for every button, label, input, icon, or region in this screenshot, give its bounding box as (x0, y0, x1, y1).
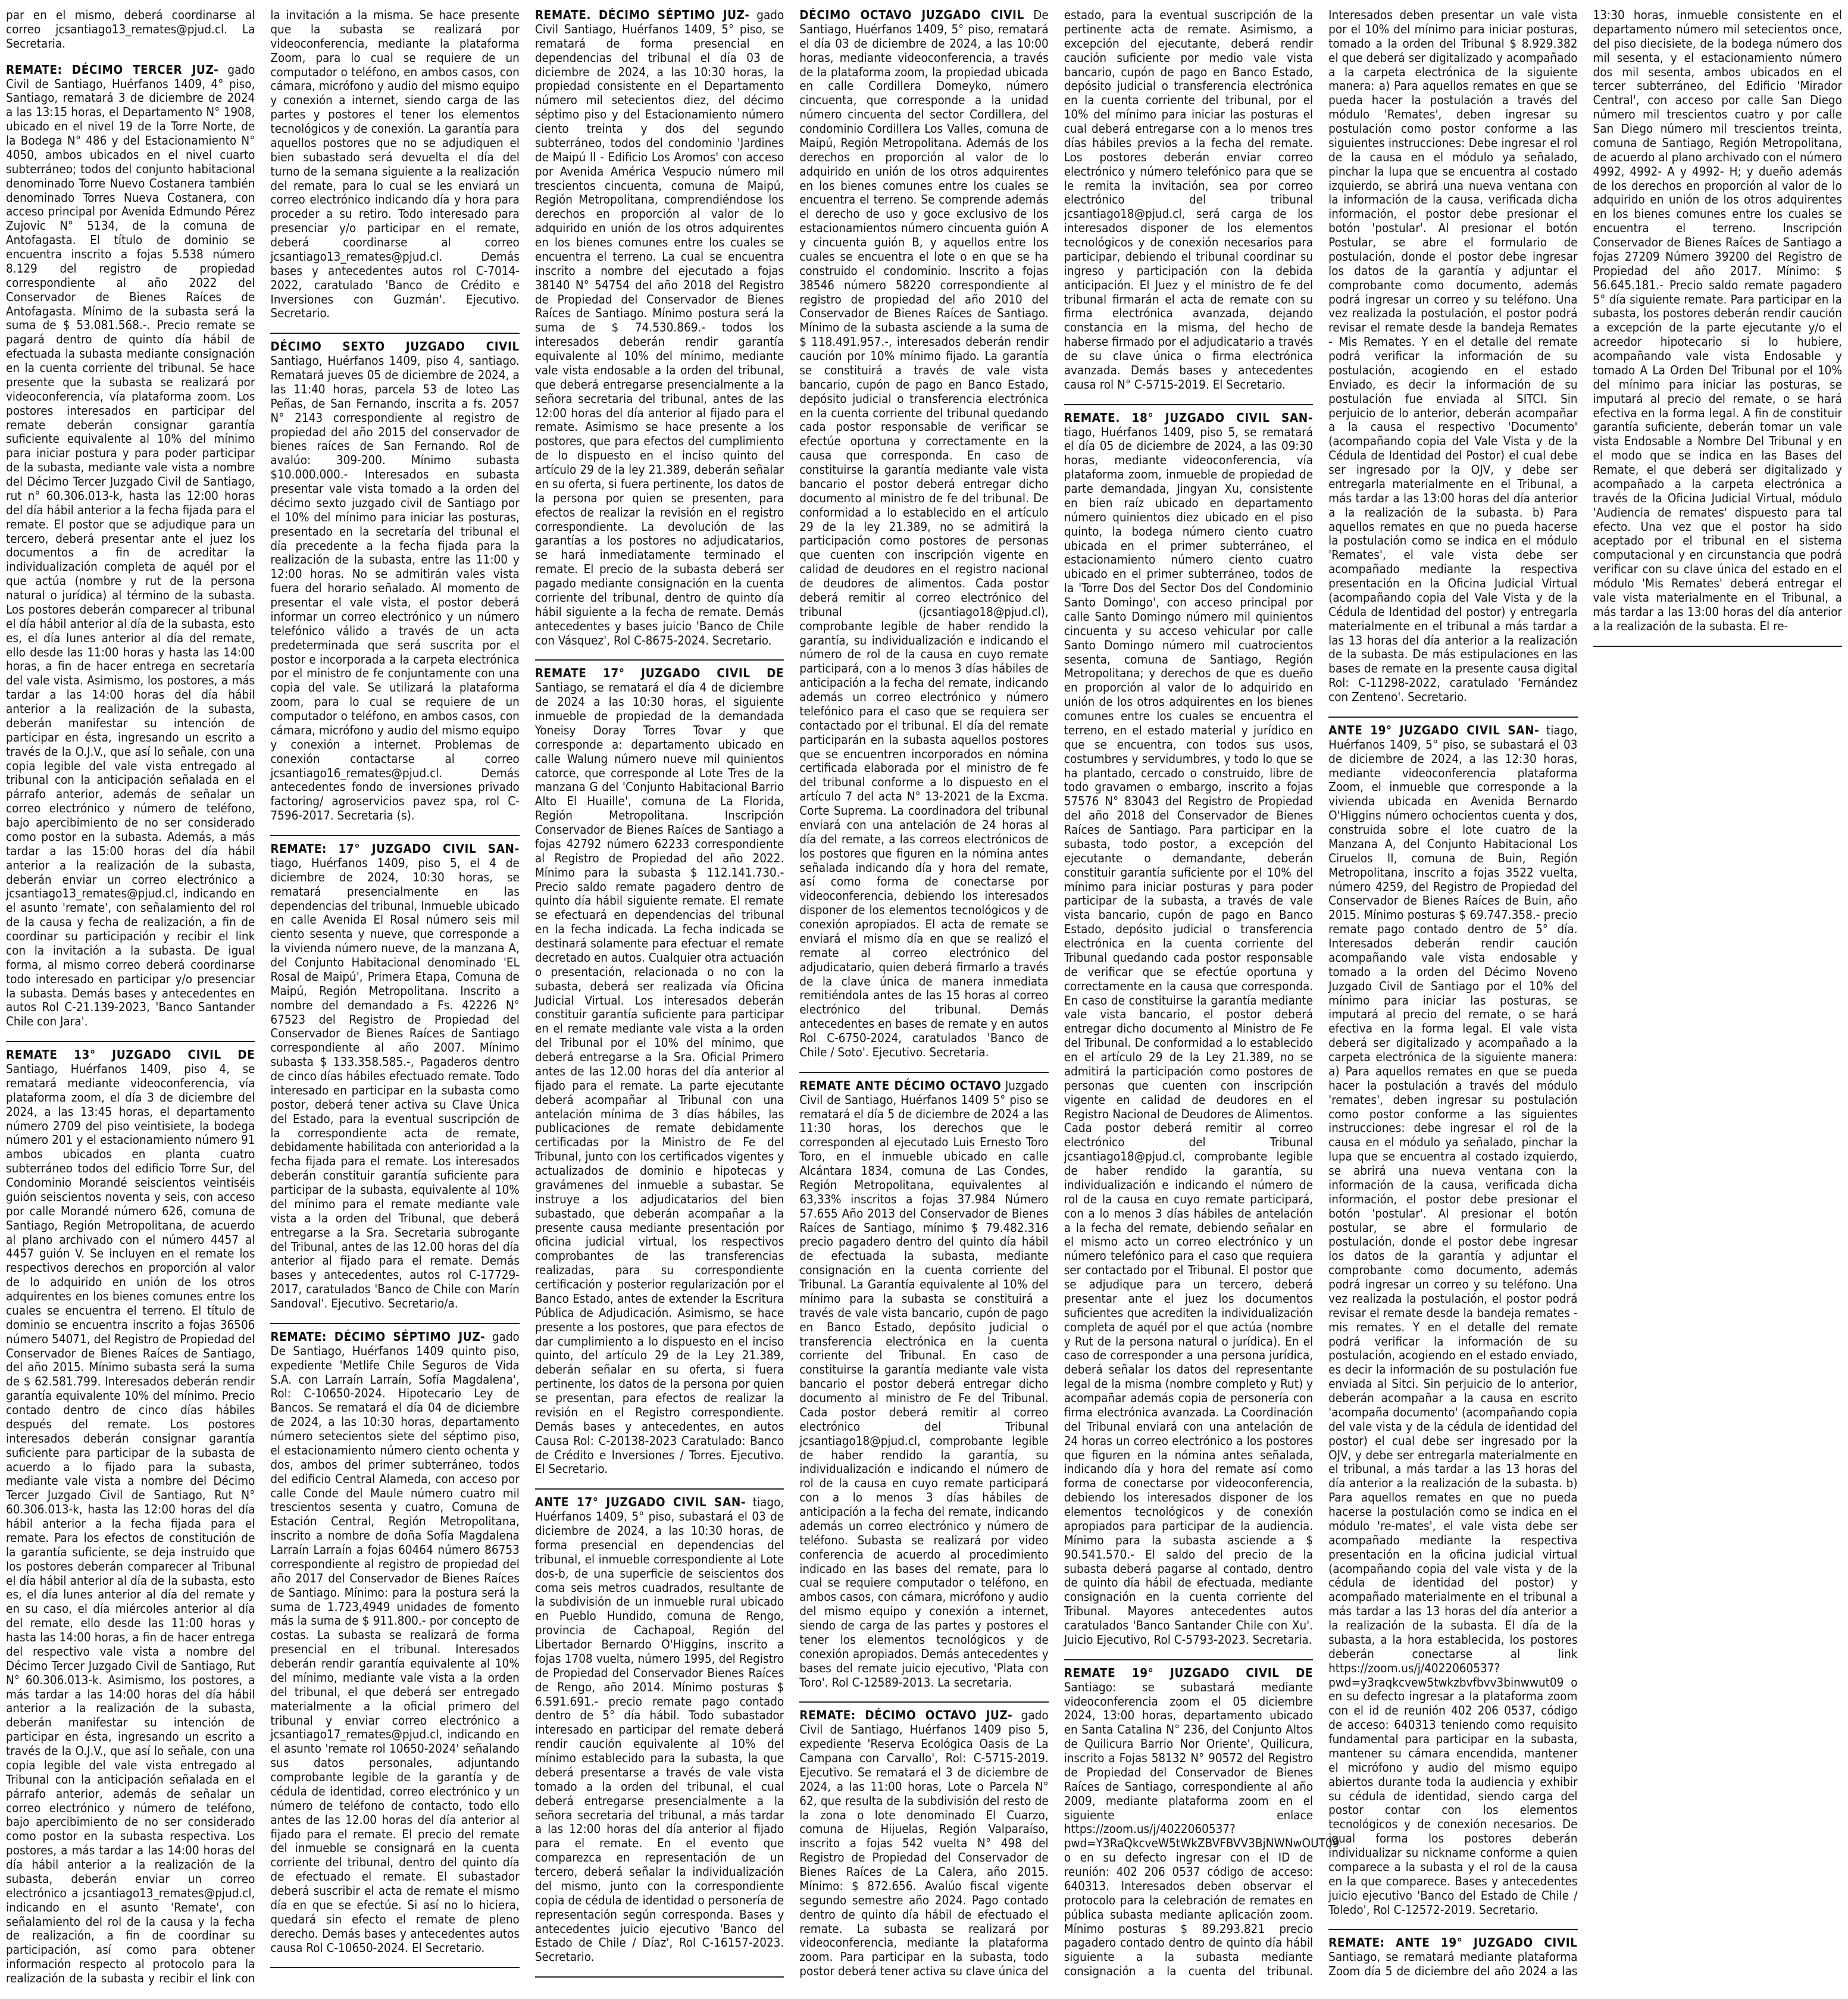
notice-body: par en el mismo, deberá coordinarse al correo jcsantiago13_remates@pjud.cl. La Secretaria. (6, 8, 255, 51)
notice (535, 667, 784, 1476)
notice-divider (535, 1976, 784, 1978)
notice-body: Santiago, se rematará mediante plataforma Zoom día 5 de diciembre del año 2024 a las 13:30 horas, inmueble consistente en el departamento número mil setecientos once, del piso diecisiete, de la bodega número dos mil sesenta, y el estacionamiento número dos mil sesenta, ambos ubicados en el tercer subterráneo, del Edificio 'Mirador Central', con acceso por calle San Diego número mil trescientos cuatro y por calle San Diego número mil trescientos treinta, comuna de Santiago, Región Metropolitana, de acuerdo al plano archivado con el número 4992, 4992- A y 4992- H; y dueño además de los derechos en proporción al valor de lo adquirido en unión de los otros adquirentes en los bienes comunes entre los cuales se encuentra el terreno. Inscripción Conservador de Bienes Raíces de Santiago a fojas 27209 Número 39200 del Registro de Propiedad del año 2017. Mínimo: $ 56.645.181.- Precio saldo remate pagadero 5° día siguiente remate. Para participar en la subasta, los postores deberán rendir caución a excepción de la parte ejecutante y/o el acreedor hipotecario si lo hubiere, acompañando vale vista Endosable y tomado A La Orden Del Tribunal por el 10% del mínimo para iniciar las posturas, se imputará al precio del remate, o se hará efectiva en la forma legal. A fin de constituir garantía suficiente, deberán tomar un vale vista Endosable a Nombre Del Tribunal y en el modo que se indica en las Bases del Remate, el que deberá ser digitalizado y acompañado a la carpeta electrónica a través de la Oficina Judicial Virtual, módulo 'Audiencia de remates' dispuesto para tal efecto. Una vez que el postor ha sido aceptado por el tribunal en el sistema computacional y en circunstancia que podrá verificar con su clave única del estado en el módulo 'Mis Remates' deberá entregar el vale vista materialmente en el Tribunal, a más tardar a las 13:00 horas del día anterior a la realización de la subasta. El re- (1328, 8, 1842, 1979)
notice (799, 1079, 1048, 1690)
notice-divider (1593, 646, 1842, 647)
notice-heading: REMATE: DÉCIMO SÉPTIMO JUZ- (270, 1329, 486, 1344)
notice-divider (270, 333, 519, 334)
notice-body: gado Civil de Santiago, Huérfanos 1409 piso 5, expediente 'Reserva Ecológica Oasis de La Campana con Carvallo', Rol: C-5715-2019. Ejecutivo. Se rematará el 3 de diciembre de 2024, a las 11:00 horas, Lote o Parcela N° 62, que resulta de la subdivisión del resto de la zona o lote denominado El Cuarzo, comuna de Hijuelas, Región Valparaíso, inscrito a fojas 542 vuelta N° 498 del Registro de Propiedad del Conservador de Bienes Raíces de La Calera, año 2015. Mínimo: $ 872.656. Avalúo fiscal vigente segundo semestre año 2024. Pago contado dentro de quinto día hábil de efectuado el remate. La subasta se realizará por videoconferencia, mediante la plataforma zoom. Para participar en la subasta, todo postor deberá tener activa su clave única del estado, para la eventual suscripción de la pertinente acta de remate. Asimismo, a excepción del ejecutante, deberá rendir caución suficiente por medio vale vista bancario, cupón de pago en Banco Estado, depósito judicial o transferencia electrónica en la cuenta corriente del tribunal, por el 10% del mínimo para iniciar las posturas el cual deberá entregarse con a lo menos tres días hábiles previos a la fecha del remate. Los postores deberán enviar correo electrónico y número telefónico para que se le remita la invitación, sea por correo electrónico del tribunal jcsantiago18@pjud.cl, será carga de los interesados disponer de los elementos tecnológicos y de conexión necesarios para participar, debiendo el tribunal coordinar su ingreso y participación con la debida anticipación. El Juez y el ministro de fe del tribunal firmarán el acta de remate con su firma electrónica avanzada, dejando constancia en la misma, del hecho de haberse firmado por el adjudicatario a través de su clave única o firma electrónica avanzada. Demás bases y antecedentes causa rol N° C-5715-2019. El Secretario. (799, 8, 1314, 1979)
notice-body: gado Civil Santiago, Huérfanos 1409, 5° piso, se rematará de forma presencial en dependencias del tribunal el día 03 de diciembre de 2024, a las 10:30 horas, la propiedad consistente en el Departamento número mil setecientos diez, del décimo séptimo piso y del Estacionamiento número ciento treinta y dos del segundo subterráneo, todos del condominio 'Jardines de Maipú II - Edificio Los Aromos' con acceso por Avenida América Vespucio número mil trescientos cincuenta, comuna de Maipú, Región Metropolitana, comprendiéndose los derechos en proporción al valor de lo adquirido en unión de los otros adquirentes en los bienes comunes entre los cuales se encuentra el terreno. La cual se encuentra inscrito a nombre del ejecutado a fojas 38140 N° 54754 del año 2018 del Registro de Propiedad del Conservador de Bienes Raíces de Santiago. Mínimo postura será la suma de $ 74.530.869.- todos los interesados deberán rendir garantía equivalente al 10% del mínimo, mediante vale vista endosable a la orden del tribunal, que deberá entregarse presencialmente a la señora secretaria del tribunal, antes de las 12:00 horas del día anterior al fijado para el remate. Asimismo se hace presente a los postores, que para efectos del cumplimiento de lo dispuesto en el inciso quinto del artículo 29 de la ley 21.389, deberán señalar en su oferta, si fuera pertinente, los datos de la persona por quien se presenten, para efectos de realizar la revisión en el registro correspondiente. La devolución de las garantías a los postores no adjudicatarios, se hará inmediatamente terminado el remate. El precio de la subasta deberá ser pagado mediante consignación en la cuenta corriente del tribunal, dentro de quinto día hábil siguiente a la fecha de remate. Demás antecedentes y bases juicio 'Banco de Chile con Vásquez', Rol C-8675-2024. Secretario. (534, 8, 784, 647)
notice-heading: REMATE 19° JUZGADO CIVIL DE (1064, 1665, 1314, 1680)
notice-divider (799, 1072, 1048, 1073)
notice (535, 1496, 784, 1964)
notice-heading: REMATE. DÉCIMO SÉPTIMO JUZ- (534, 8, 750, 22)
notice (535, 8, 784, 647)
notice-divider (270, 1323, 519, 1324)
notice-divider (535, 1488, 784, 1490)
notice-heading: REMATE: DÉCIMO OCTAVO JUZ- (799, 1708, 1013, 1723)
notice-heading: REMATE. 18° JUZGADO CIVIL SAN- (1064, 410, 1314, 425)
notice (6, 8, 255, 51)
notice-divider (270, 835, 519, 836)
notice-heading: REMATE ANTE DÉCIMO OCTAVO (799, 1078, 1002, 1093)
notice-divider (1064, 1659, 1313, 1660)
notice-body: gado Civil de Santiago, Huérfanos 1409, 4° piso, Santiago, rematará 3 de diciembre de 2024 a las 13:15 horas, el Departamento N° 1908, ubicado en el nivel 19 de la Torre Norte, de la Bodega N° 486 y del Estacionamiento N° 4050, ambos ubicados en el nivel cuarto subterráneo; todos del conjunto habitacional denominado Torre Nuevo Costanera también denominado Torres Nueva Costanera, con acceso principal por Avenida Edmundo Pérez Zujovic N° 5134, de la comuna de Antofagasta. El título de dominio se encuentra inscrito a fojas 5.538 número 8.129 del registro de propiedad correspondiente al año 2022 del Conservador de Bienes Raíces de Antofagasta. Mínimo de la subasta será la suma de $ 53.081.568.-. Precio remate se pagará dentro de quinto día hábil de efectuada la subasta mediante consignación en la cuenta corriente del tribunal. Se hace presente que la subasta se realizará por videoconferencia, vía plataforma zoom. Los postores interesados en participar del remate deberán consignar garantía suficiente equivalente al 10% del mínimo para iniciar postura y para poder participar de la subasta, mediante vale vista a nombre del Décimo Tercer Juzgado Civil de Santiago, rut n° 60.306.013-k, hasta las 12:00 horas del día hábil anterior a la fecha fijada para el remate. El postor que se adjudique para un tercero, deberá presentar ante el juez los documentos a fin de acreditar la individualización completa de aquél por el que actúa (nombre y rut de la persona natural o jurídica) al término de la subasta. Los postores deberán comparecer al tribunal el día hábil anterior al día de la subasta, esto es, el día lunes anterior al día del remate, ello desde las 11:00 horas y hasta las 14:00 horas, a fin de hacer entrega en secretaría del vale vista. Asimismo, los postores, a más tardar a las 14:00 horas del día hábil anterior a la realización de la subasta, deberán manifestar su intención de participar en ésta, ingresando un escrito a través de la O.J.V., que así lo señale, con una copia legible del vale vista entregado al tribunal con la anticipación señalada en el párrafo anterior, además de señalar un correo electrónico y número de teléfono, bajo apercibimiento de no ser considerado como postor en la subasta. Además, a más tardar a las 15:00 horas del día hábil anterior a la realización de la subasta, deberán enviar un correo electrónico a jcsantiago13_remates@pjud.cl, indicando en el asunto 'remate', con señalamiento del rol de la causa y fecha de realización, a fin de coordinar su participación y recibir el link con la invitación a la subasta. De igual forma, al mismo correo deberá coordinarse todo interesado en participar y/o presenciar la subasta. Demás bases y antecedentes en autos Rol C-21.139-2023, 'Banco Santander Chile con Jara'. (6, 62, 255, 1029)
notice-body: Santiago, Huérfanos 1409, piso 4, santiago. Rematará jueves 05 de diciembre de 2024, a las 11:40 horas, parcela 53 de loteo Las Peñas, de San Fernando, inscrita a fs. 2057 N° 2143 correspondiente al registro de propiedad del año 2015 del conservador de bienes raíces de San Fernando. Rol de avalúo: 309-200. Mínimo subasta $10.000.000.- Interesados en subasta presentar vale vista tomado a la orden del décimo sexto juzgado civil de Santiago por el 10% del mínimo para iniciar las posturas, presentado en la secretaría del tribunal el día precedente a la fecha fijada para la realización de la subasta, entre las 11:00 y 12:00 horas. No se admitirán vales vista fuera del horario señalado. Al momento de presentar el vale vista, el postor deberá informar un correo electrónico y un número telefónico válido a través de un acta predeterminada que será suscrita por el postor e incorporada a la carpeta electrónica por el ministro de fe conjuntamente con una copia del vale. Se utilizará la plataforma zoom, para lo cual se requiere de un computador o teléfono, en ambos casos, con cámara, micrófono y audio del mismo equipo y conexión a internet. Problemas de conexión contactarse al correo jcsantiago16_remates@pjud.cl. Demás antecedentes fondo de inversiones privado factoring/ agroservicios pavez spa, rol C-7596-2017. Secretaria (s). (270, 353, 520, 823)
notice (270, 340, 519, 823)
notice-body: tiago, Huérfanos 1409, 5° piso, se subastará el 03 de diciembre de 2024, a las 12:30 horas, mediante videoconferencia plataforma Zoom, el inmueble que corresponde a la vivienda ubicada en Avenida Bernardo O'Higgins número ochocientos cuenta y dos, construida sobre el lote cuatro de la Manzana A, del Conjunto Habitacional Los Ciruelos II, comuna de Buin, Región Metropolitana, inscrito a fojas 3522 vuelta, número 4259, del Registro de Propiedad del Conservador de Bienes Raíces de Buin, año 2015. Mínimo posturas $ 69.747.358.- precio remate pago contado dentro de 5° día. Interesados deberán rendir caución acompañando vale vista endosable y tomado a la orden del Décimo Noveno Juzgado Civil de Santiago por el 10% del mínimo para iniciar las posturas, se imputará al precio del remate, o se hará efectiva en la forma legal. El vale vista deberá ser digitalizado y acompañado a la carpeta electrónica de la siguiente manera: a) Para aquellos remates en que se pueda hacer la postulación a través del módulo 'remates', deben ingresar su postulación como postor conforme a las siguientes instrucciones: debe ingresar el rol de la causa en el módulo ya señalado, pinchar la lupa que se encuentra al costado izquierdo, se abrirá una nueva ventana con la información de la causa, verificada dicha información, el postor debe presionar el botón 'postular'. Al presionar el botón postular, se abre el formulario de postulación, donde el postor debe ingresar los datos de la garantía y adjuntar el comprobante como documento, además podrá ingresar un correo y su teléfono. Una vez realizada la postulación, el postor podrá revisar el remate desde la bandeja remates - mis remates. Y en el detalle del remate podrá verificar la información de su postulación, acogiendo en el estado enviado, es decir la información de su postulación fue enviada al Sitci. Sin perjuicio de lo anterior, deberán acompañar a la causa en escrito 'acompaña documento' (acompañando copia del vale vista y de la cédula de identidad del postor) el cual debe ser ingresado por la OJV, y debe ser entregarla materialmente en el tribunal, a más tardar a las 13 horas del día anterior a la realización de la subasta. b) Para aquellos remates en que no pueda hacerse la postulación como se indica en el módulo 're-mates', el vale vista debe ser acompañado mediante la respectiva presentación en la oficina judicial virtual (acompañando copia del vale vista y de la cédula de identidad del postor) y acompañado materialmente en el tribunal a más tardar a las 13 horas del día anterior a la realización de la subasta. El día de la subasta, a la hora establecida, los postores deberán conectarse al link https://zoom.us/j/4022060537?pwd=y3raqkcvew5twkzbvfbvv3binwwut09 o en su defecto ingresar a la plataforma zoom con el id de reunión 402 206 0537, código de acceso: 640313 teniendo como requisito fundamental para participar en la subasta, mantener su cámara encendida, mantener el micrófono y audio del mismo equipo abiertos durante toda la audiencia y exhibir su cédula de identidad, siendo carga del postor contar con los elementos tecnológicos y de conexión necesarios. De igual forma los postores deberán individualizar su nickname conforme a quien comparece a la subasta y el rol de la causa en la que comparece. Bases y antecedentes juicio ejecutivo 'Banco del Estado de Chile / Toledo', Rol C-12572-2019. Secretario. (1328, 722, 1578, 1917)
notice (270, 1330, 519, 1956)
notice-body: tiago, Huérfanos 1409, piso 5, se rematará el día 05 de diciembre de 2024, a las 09:30 horas, mediante videoconferencia, vía plataforma zoom, inmueble de propiedad de parte demandada, Jingyan Xu, consistente en bien raíz ubicado en departamento número quinientos diez ubicado en el piso quinto, la bodega número ciento cuatro ubicada en el primer subterráneo, el estacionamiento número ciento cuatro ubicado en el primer subterráneo, todos de la 'Torre Dos del Sector Dos del Condominio Santo Domingo', con acceso principal por calle Santo Domingo número mil quinientos cincuenta y su acceso vehicular por calle Santo Domingo número mil cuatrocientos sesenta, comuna de Santiago, Región Metropolitana; y derechos de que es dueño en proporción al valor de lo adquirido en unión de los otros adquirentes en los bienes comunes entre los cuales se encuentra el terreno, en el estado material y jurídico en que se encuentra, con todos sus usos, costumbres y servidumbres, y todo lo que se ha plantado, cercado o construido, libre de todo gravamen o embargo, inscrito a fojas 57576 N° 83043 del Registro de Propiedad del año 2018 del Conservador de Bienes Raíces de Santiago. Para participar en la subasta, todo postor, a excepción del ejecutante o demandante, deberán constituir garantía suficiente por el 10% del mínimo para iniciar posturas y para poder participar de la subasta, a través de vale vista bancario, cupón de pago en Banco Estado, depósito judicial o transferencia electrónica en la cuenta corriente del Tribunal quedando cada postor responsable de verificar que se efectúe oportuna y correctamente en la causa que corresponda. En caso de constituirse la garantía mediante vale vista bancario, el postor deberá entregar dicho documento al Ministro de Fe del Tribunal. De conformidad a lo establecido en el artículo 29 de la Ley 21.389, no se admitirá la participación como postores de personas que cuenten con inscripción vigente en calidad de deudores en el Registro Nacional de Deudores de Alimentos. Cada postor deberá remitir al correo electrónico del Tribunal jcsantiago18@pjud.cl, comprobante legible de haber rendido la garantía, su individualización e indicando el número de rol de la causa en cuyo remate participará, con a lo menos 3 días hábiles de antelación a la fecha del remate, debiendo señalar en el mismo acto un correo electrónico y un número telefónico para el caso que requiera ser contactado por el Tribunal. El postor que se adjudique para un tercero, deberá presentar ante el juez los documentos suficientes que acrediten la individualización completa de aquél por el que actúa (nombre y Rut de la persona natural o jurídica). En el caso de corresponder a una persona jurídica, deberá señalar los datos del representante legal de la misma (nombre completo y Rut) y acompañar además copia de personería con firma electrónica avanzada. La Coordinación del Tribunal enviará con una antelación de 24 horas un correo electrónico a los postores que figuren en la nómina antes señalada, indicando día y hora del remate así como forma de conectarse por videoconferencia, debiendo los interesados disponer de los elementos tecnológicos y de conexión apropiados para participar de la audiencia. Mínimo para la subasta asciende a $ 90.541.570.- El saldo del precio de la subasta deberá pagarse al contado, dentro de quinto día hábil de efectuada, mediante consignación en la cuenta corriente del Tribunal. Mayores antecedentes autos caratulados 'Banco Santander Chile con Xu'. Juicio Ejecutivo, Rol C-5793-2023. Secretaria. (1064, 424, 1314, 1647)
notice-body: Juzgado Civil de Santiago, Huérfanos 1409 5° piso se rematará el día 5 de diciembre de 2024 a las 11:30 horas, los derechos que le corresponden al ejecutado Luis Ernesto Toro Toro, en el inmueble ubicado en calle Alcántara 1834, comuna de Las Condes, Región Metropolitana, equivalentes al 63,33% inscritos a fojas 37.984 Número 57.655 Año 2013 del Conservador de Bienes Raíces de Santiago, mínimo $ 79.482.316 precio pagadero dentro del quinto día hábil de efectuada la subasta, mediante consignación en la cuenta corriente del Tribunal. La Garantía equivalente al 10% del mínimo para la subasta se constituirá a través de vale vista bancario, cupón de pago en Banco Estado, depósito judicial o transferencia electrónica en la cuenta corriente del Tribunal. En caso de constituirse la garantía mediante vale vista bancario el postor deberá entregar dicho documento al ministro de Fe del Tribunal. Cada postor deberá remitir al correo electrónico del Tribunal jcsantiago18@pjud.cl, comprobante legible de haber rendido la garantía, su individualización e indicando el número de rol de la causa en cuyo remate participará con a lo menos 3 días hábiles de anticipación a la fecha del remate, indicando además un correo electrónico y número de teléfono. Subasta se realizará por video conferencia de acuerdo al procedimiento indicado en las bases del remate, para lo cual se requiere computador o teléfono, en ambos casos, con cámara, micrófono y audio del mismo equipo y conexión a internet, siendo de carga de las partes y postores el tener los elementos tecnológicos y de conexión apropiados. Demás antecedentes y bases del remate juicio ejecutivo, 'Plata con Toro'. Rol C-12589-2013. La secretaria. (799, 1078, 1049, 1690)
notice (799, 8, 1048, 1060)
notice-divider (270, 1967, 519, 1968)
notice-heading: DÉCIMO SEXTO JUZGADO CIVIL (270, 339, 520, 354)
notice-divider (799, 1701, 1048, 1703)
notice-heading: REMATE: 17° JUZGADO CIVIL SAN- (270, 841, 520, 856)
notice (1328, 724, 1577, 1917)
notice-divider (1064, 404, 1313, 405)
notice-body: Santiago, se rematará el día 4 de diciembre de 2024 a las 10:30 horas, el siguiente inmueble de propiedad de la demandada Yoneisy Doray Torres Tovar y que corresponde a: departamento ubicado en calle Walung número nueve mil quinientos catorce, que corresponde al Lote Tres de la manzana G del 'Conjunto Habitacional Barrio Alto El Huaille', comuna de La Florida, Región Metropolitana. Inscripción Conservador de Bienes Raíces de Santiago a fojas 42792 número 62233 correspondiente al Registro de Propiedad del año 2022. Mínimo para la subasta $ 112.141.730.- Precio saldo remate pagadero dentro de quinto día hábil siguiente remate. El remate se efectuará en dependencias del tribunal en la fecha indicada. La fecha indicada se destinará solamente para efectuar el remate decretado en autos. Cualquier otra actuación o presentación, relacionada o no con la subasta, deberá ser realizada vía Oficina Judicial Virtual. Los interesados deberán constituir garantía suficiente para participar en el remate mediante vale vista a la orden del Tribunal por el 10% del mínimo, que deberá entregarse a la Sra. Oficial Primero antes de las 12.00 horas del día anterior al fijado para el remate. La parte ejecutante deberá acompañar al Tribunal con una antelación mínima de 3 días hábiles, las publicaciones de remate debidamente certificadas por la Ministro de Fe del Tribunal, junto con los certificados vigentes y actualizados de dominio e hipotecas y gravámenes del inmueble a subastar. Se instruye a los adjudicatarios del bien subastado, que deberán acompañar a la presente causa mediante presentación por oficina judicial virtual, los respectivos comprobantes de las transferencias realizadas, para su correspondiente certificación y posterior regularización por el Banco Estado, antes de extender la Escritura Pública de Adjudicación. Asimismo, se hace presente a los postores, que para efectos de dar cumplimiento a lo dispuesto en el inciso quinto, del artículo 29 de la Ley 21.389, deberán señalar en su oferta, si fuera pertinente, los datos de la persona por quien se presentan, para efectos de realizar la revisión en el Registro correspondiente. Demás bases y antecedentes, en autos Causa Rol: C-20138-2023 Caratulado: Banco de Crédito e Inversiones / Torres. Ejecutivo. El Secretario. (534, 680, 784, 1476)
notice-divider (6, 1041, 255, 1042)
notice-divider (1328, 1929, 1577, 1930)
notice-heading: REMATE 13° JUZGADO CIVIL DE (6, 1047, 255, 1062)
notice (6, 63, 255, 1030)
notice-heading: REMATE: ANTE 19° JUZGADO CIVIL (1328, 1935, 1578, 1950)
notice-body: tiago, Huérfanos 1409, piso 5, el 4 de diciembre de 2024, 10:30 horas, se rematará presencialmente en las dependencias del tribunal, Inmueble ubicado en calle Avenida El Rosal número seis mil ciento sesenta y nueve, que corresponde a la vivienda número nueve, de la manzana A, del Conjunto Habitacional denominado 'EL Rosal de Maipú', Primera Etapa, Comuna de Maipú, Región Metropolitana. Inscrito a nombre del demandado a Fs. 42226 N° 67523 del Registro de Propiedad del Conservador de Bienes Raíces de Santiago correspondiente al año 2007. Mínimo subasta $ 133.358.585.-, Pagaderos dentro de cinco días hábiles efectuado remate. Todo interesado en participar en la subasta como postor, deberá tener activa su Clave Única del Estado, para la eventual suscripción de la correspondiente acta de remate, debidamente habilitada con anterioridad a la fecha fijada para el remate. Los interesados deberán constituir garantía suficiente para participar de la subasta, equivalente al 10% del mínimo para el remate mediante vale vista a la orden del Tribunal, que deberá entregarse a la Sra. Secretaria subrogante del Tribunal, antes de las 12.00 horas del día anterior al fijado para el remate. Demás bases y antecedentes, autos rol C-17729-2017, caratulados 'Banco de Chile con Marín Sandoval'. Ejecutivo. Secretario/a. (270, 855, 520, 1310)
notice-divider (535, 659, 784, 661)
notice (1064, 411, 1313, 1647)
notice-body: Santiago: se subastará mediante videoconferencia zoom el 05 diciembre 2024, 13:00 horas, departamento ubicado en Santa Catalina N° 236, del Conjunto Altos de Quilicura Barrio Nor Oriente', Quilicura, inscrito a Fojas 58132 N° 90572 del Registro de Propiedad del Conservador de Bienes Raíces de Santiago, correspondiente al año 2009, mediante plataforma zoom en el siguiente enlace https://zoom.us/j/4022060537?pwd=Y3RaQkcveW5tWkZBVFBVV3BjNWNwOUT09 o en su defecto ingresar con el ID de reunión: 402 206 0537 código de acceso: 640313. Interesados deben observar el protocolo para la celebración de remates en pública subasta mediante aplicación zoom. Mínimo posturas $ 89.293.821 precio pagadero contado dentro de quinto día hábil siguiente a la subasta mediante consignación a la cuenta del tribunal. Interesados deben presentar un vale vista por el 10% del mínimo para iniciar posturas, tomado a la orden del Tribunal $ 8.929.382 el que deberá ser digitalizado y acompañado a la carpeta electrónica de la siguiente manera: a) Para aquellos remates en que se pueda hacer la postulación a través del módulo 'Remates', deben ingresar su postulación como postor conforme a las siguientes instrucciones: Debe ingresar el rol de la causa en el módulo ya señalado, pinchar la lupa que se encuentra al costado izquierdo, se abrirá una nueva ventana con la información de la causa, verificada dicha información, el postor debe presionar el botón 'postular'. Al presionar el botón Postular, se abre el formulario de postulación, donde el postor debe ingresar los datos de la garantía y adjuntar el comprobante como documento, además podrá ingresar un correo y su teléfono. Una vez realizada la postulación, el postor podrá revisar el remate desde la bandeja Remates - Mis Remates. Y en el detalle del remate podrá verificar la información de su postulación, acogiendo en el estado Enviado, es decir la información de su postulación fue enviada al SITCI. Sin perjuicio de lo anterior, deberán acompañar a la causa el respectivo 'Documento' (acompañando copia del Vale Vista y de la Cédula de Identidad del Postor) el cual debe ser ingresado por la OJV, y debe ser entregarla materialmente en el Tribunal, a más tardar a las 13:00 horas del día anterior a la realización de la subasta. b) Para aquellos remates en que no pueda hacerse la postulación como se indica en el módulo 'Remates', el vale vista debe ser acompañado mediante la respectiva presentación en la Oficina Judicial Virtual (acompañando copia del Vale Vista y de la Cédula de Identidad del postor) y entregarla materialmente en el tribunal a más tardar a las 13 horas del día anterior a la realización de la subasta. De más estipulaciones en las bases de remate en la presente causa digital Rol: C-11298-2022, caratulado 'Fernández con Zenteno'. Secretario. (1064, 8, 1578, 1979)
notice (270, 842, 519, 1311)
notice-heading: ANTE 17° JUZGADO CIVIL SAN- (534, 1495, 746, 1510)
notice-body: gado De Santiago, Huérfanos 1409 quinto piso, expediente 'Metlife Chile Seguros de Vida S.A. con Larraín Larraín, Sofía Magdalena', Rol: C-10650-2024. Hipotecario Ley de Bancos. Se rematará el día 04 de diciembre de 2024, a las 10:30 horas, departamento número setecientos siete del séptimo piso, el estacionamiento número ciento ochenta y dos, ambos del primer subterráneo, todos del edificio Central Alameda, con acceso por calle Conde del Maule número cuatro mil trescientos sesenta y cuatro, Comuna de Estación Central, Región Metropolitana, inscrito a nombre de doña Sofía Magdalena Larraín Larraín a fojas 60464 número 86753 correspondiente al registro de propiedad del año 2017 del Conservador de Bienes Raíces de Santiago. Mínimo: para la postura será la suma de 1.723,4949 unidades de fomento más la suma de $ 911.800.- por concepto de costas. La subasta se realizará de forma presencial en el tribunal. Interesados deberán rendir garantía equivalente al 10% del mínimo, mediante vale vista a la orden del tribunal, el que deberá ser entregado materialmente a la oficial primero del tribunal y enviar correo electrónico a jcsantiago17_remates@pjud.cl, indicando en el asunto 'remate rol 10650-2024' señalando sus datos personales, adjuntando comprobante legible de la garantía y de cédula de identidad, correo electrónico y un número de teléfono de contacto, todo ello antes de las 12.00 horas del día anterior al fijado para el remate. El precio del remate del inmueble se consignará en la cuenta corriente del tribunal, dentro del quinto día de efectuado el remate. El subastador deberá suscribir el acta de remate el mismo día en que se efectúe. Si así no lo hiciera, quedará sin efecto el remate de pleno derecho. Demás bases y antecedentes autos causa Rol C-10650-2024. El Secretario. (270, 1329, 520, 1955)
notice-heading: REMATE: DÉCIMO TERCER JUZ- (6, 62, 219, 77)
notice-body: tiago, Huérfanos 1409, 5° piso, subastará el 03 de diciembre de 2024, a las 10:30 horas, de forma presencial en dependencias del tribunal, el inmueble correspondiente al Lote dos-b, de una superficie de seiscientos dos coma seis metros cuadrados, resultante de la subdivisión de un inmueble rural ubicado en Pueblo Hundido, comuna de Rengo, provincia de Cachapoal, Región del Libertador Bernardo O'Higgins, inscrito a fojas 1708 vuelta, número 1995, del Registro de Propiedad del Conservador Bienes Raíces de Rengo, año 2014. Mínimo posturas $ 6.591.691.- precio remate pago contado dentro de 5° día hábil. Todo subastador interesado en participar del remate deberá rendir caución equivalente al 10% del mínimo establecido para la subasta, la que deberá presentarse a través de vale vista tomado a la orden del tribunal, el cual deberá entregarse presencialmente a la señora secretaria del tribunal, a más tardar a las 12:00 horas del día anterior al fijado para el remate. En el evento que comparezca en representación de un tercero, deberá señalar la individualización del mismo, junto con la correspondiente copia de cédula de identidad o personería de representación según corresponda. Bases y antecedentes juicio ejecutivo 'Banco del Estado de Chile / Díaz', Rol C-16157-2023. Secretario. (534, 1495, 784, 1964)
notice-divider (1328, 717, 1577, 718)
notice-heading: ANTE 19° JUZGADO CIVIL SAN- (1328, 722, 1540, 737)
notice-body: Santiago, Huérfanos 1409, piso 4, se rematará mediante videoconferencia, vía plataforma zoom, el día 3 de diciembre del 2024, a las 13:45 horas, el departamento número 2709 del piso veintisiete, la bodega número 201 y el estacionamiento número 91 ambos ubicados en planta cuatro subterráneo todos del edificio Torre Sur, del Condominio Morandé seiscientos veintiséis guión seiscientos noventa y seis, con acceso por calle Morandé número 626, comuna de Santiago, Región Metropolitana, de acuerdo al plano archivado con el número 4457 al 4457 guión V. Se incluyen en el remate los respectivos derechos en proporción al valor de lo adquirido en unión de los otros adquirentes en los bienes comunes entre los cuales se encuentra el terreno. El título de dominio se encuentra inscrito a fojas 36506 número 54071, del Registro de Propiedad del Conservador de Bienes Raíces de Santiago, del año 2015. Mínimo subasta será la suma de $ 62.581.799. Interesados deberán rendir garantía equivalente 10% del mínimo. Precio contado dentro de cinco días hábiles después del remate. Los postores interesados deberán consignar garantía suficiente para participar de la subasta de acuerdo a lo fijado para la subasta, mediante vale vista a nombre del Décimo Tercer Juzgado Civil de Santiago, Rut N° 60.306.013-k, hasta las 12:00 horas del día hábil anterior a la fecha fijada para el remate. Para los efectos de constitución de la garantía suficiente, se deja instruido que los postores deberán comparecer al Tribunal el día hábil anterior al día de la subasta, esto es, el día lunes anterior al día del remate y en su caso, el día miércoles anterior al día del remate, ello desde las 11:00 horas y hasta las 14:00 horas, a fin de hacer entrega del respectivo vale vista a nombre del Décimo Tercer Juzgado Civil de Santiago, Rut N° 60.306.013-k. Asimismo, los postores, a más tardar a las 14:00 horas del día hábil anterior a la realización de la subasta, deberán manifestar su intención de participar en ésta, ingresando un escrito a través de la O.J.V., que así lo señale, con una copia legible del vale vista entregado al Tribunal con la anticipación señalada en el párrafo anterior, además de señalar un correo electrónico y número de teléfono, bajo apercibimiento de no ser considerado como postor en la subasta respectiva. Los postores, a más tardar a las 14:00 horas del día hábil anterior a la realización de la subasta, deberán enviar un correo electrónico a jcsantiago13_remates@pjud.cl, indicando en el asunto 'Remate', con señalamiento del rol de la causa y la fecha de realización, a fin de coordinar su participación, así como para obtener información respecto al protocolo para la realización de la subasta y recibir el link con la invitación a la misma. Se hace presente que la subasta se realizará por videoconferencia, mediante la plataforma Zoom, para lo cual se requiere de un computador o teléfono, en ambos casos, con cámara, micrófono y audio del mismo equipo y conexión a internet, siendo carga de las partes y postores el tener los elementos tecnológicos y de conexión. La garantía para aquellos postores que no se adjudiquen el bien subastado será devuelta el día del turno de la semana siguiente a la realización del remate, para lo cual se les enviará un correo electrónico indicando día y hora para proceder a su retiro. Todo interesado para presenciar y/o participar en el remate, deberá coordinarse al correo jcsantiago13_remates@pjud.cl. Demás bases y antecedentes autos rol C-7014-2022, caratulado 'Banco de Crédito e Inversiones con Guzmán'. Ejecutivo. Secretario. (6, 8, 520, 1985)
notice-heading: DÉCIMO OCTAVO JUZGADO CIVIL (799, 8, 1024, 22)
notice-heading: REMATE 17° JUZGADO CIVIL DE (534, 666, 784, 681)
notice-body: De Santiago, Huérfanos 1409, 5° piso, rematará el día 03 de diciembre de 2024, a las 10:00 horas, mediante videoconferencia, a través de la plataforma zoom, la propiedad ubicada en calle Cordillera Domeyko, número cincuenta, que corresponde a la unidad número cincuenta del sector Cordillera, del condominio Cordillera Los Valles, comuna de Maipú, Región Metropolitana. Además de los derechos en proporción al valor de lo adquirido en unión de los otros adquirentes en los bienes comunes entre los cuales se encuentra el terreno. Se comprende además el derecho de uso y goce exclusivo de los estacionamientos número cincuenta guión A y cincuenta guión B, y aquellos entre los cuales se encuentra el lote o en que se ha construido el condominio. Inscrito a fojas 38546 número 58220 correspondiente al registro de propiedad del año 2010 del Conservador de Bienes Raíces de Santiago. Mínimo de la subasta asciende a la suma de $ 118.491.957.-, interesados deberán rendir caución por 10% mínimo fijado. La garantía se constituirá a través de vale vista bancario, cupón de pago en Banco Estado, depósito judicial o transferencia electrónica en la cuenta corriente del tribunal quedando cada postor responsable de verificar se efectúe oportuna y correctamente en la causa que corresponda. En caso de constituirse la garantía mediante vale vista bancario el postor deberá entregar dicho documento al ministro de fe del tribunal. De conformidad a lo establecido en el artículo 29 de la ley 21.389, no se admitirá la participación como postores de personas que cuenten con inscripción vigente en calidad de deudores en el registro nacional de deudores de alimentos. Cada postor deberá remitir al correo electrónico del tribunal (jcsantiago18@pjud.cl), comprobante legible de haber rendido la garantía, su individualización e indicando el número de rol de la causa en cuyo remate participará, con a lo menos 3 días hábiles de anticipación a la fecha del remate, indicando además un correo electrónico y número telefónico para el caso que se requiera ser contactado por el tribunal. El día del remate participarán en la subasta aquellos postores que se encuentren incorporados en nómina certificada elaborada por el ministro de fe del tribunal conforme a lo dispuesto en el artículo 7 del acta N° 13-2021 de la Excma. Corte Suprema. La coordinadora del tribunal enviará con una antelación de 24 horas al día del remate, a las correos electrónicos de los postores que figuren en la nómina antes señalada indicando día y hora del remate, así como forma de conectarse por videoconferencia, debiendo los interesados disponer de los elementos tecnológicos y de conexión apropiados. El acta de remate se enviará el mismo día en que se realizó el remate al correo electrónico del adjudicatario, quien deberá firmarlo a través de la clave única de manera inmediata remitiéndola antes de las 15 horas al correo electrónico del tribunal. Demás antecedentes en bases de remate y en autos Rol C-6750-2024, caratulados 'Banco de Chile / Soto'. Ejecutivo. Secretaria. (799, 8, 1049, 1059)
